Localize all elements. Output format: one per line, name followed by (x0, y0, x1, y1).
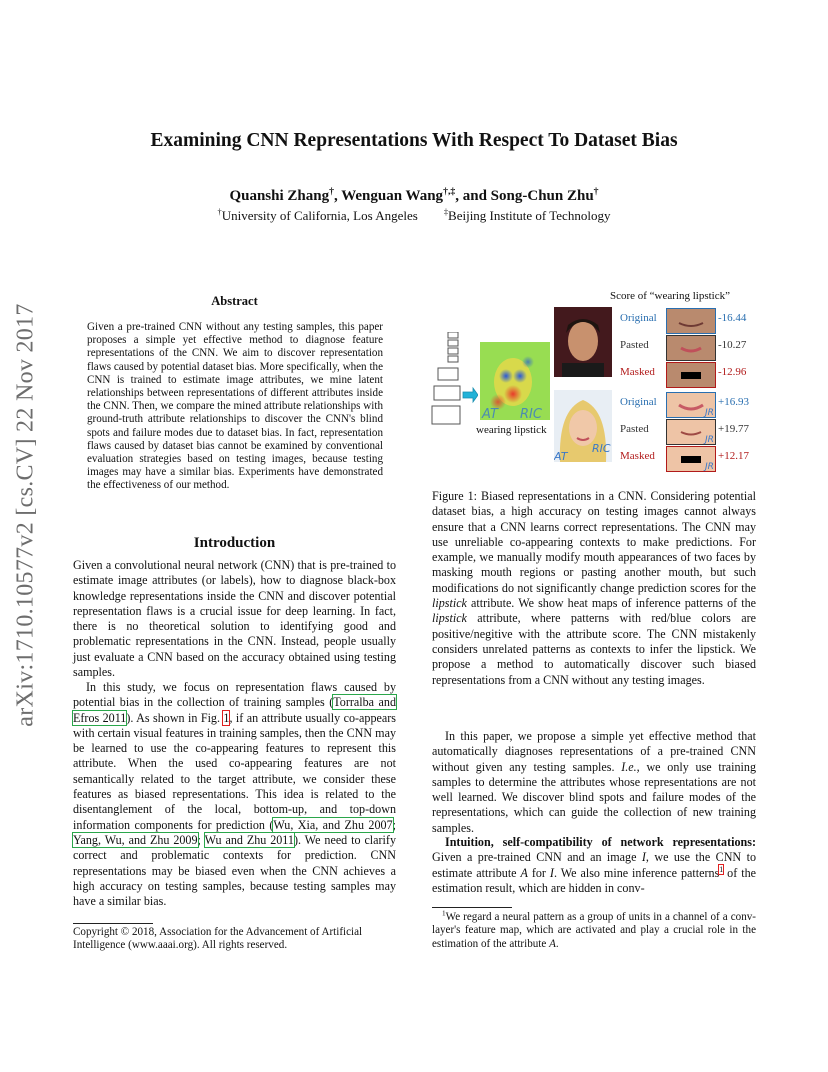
paragraph-text: ). We need to clarify correct and problematic contexts for prediction. CNN representations may be biased even when the CNN achieves a high accuracy on testing samples, because testing samples may have a similar bias. (73, 832, 396, 909)
row-label: Original (620, 396, 657, 408)
score-value: +19.77 (718, 423, 749, 435)
mouth-crop (666, 335, 716, 361)
svg-text:JR: JR (705, 462, 714, 472)
arxiv-stamp (8, 278, 44, 753)
footnote-mark: 1 (442, 909, 446, 918)
caption-emphasis: lipstick (432, 611, 467, 626)
svg-text:AT: AT (554, 450, 568, 462)
affiliation-mark: ‡ (443, 206, 449, 217)
copyright-notice: Copyright © 2018, Association for the Advancement of Artificial Intelligence (www.aaai.org). All rights reserved. (73, 926, 363, 952)
paragraph-text: Given a pre-trained CNN and an image (432, 850, 642, 865)
figure-1 (430, 290, 760, 470)
citation-link[interactable]: Wu, Xia, and Zhu 2007 (273, 817, 393, 832)
figure-ref-link[interactable]: 1 (223, 710, 230, 725)
author-name: , Wenguan Wang (333, 188, 444, 204)
abstract-heading: Abstract (211, 294, 258, 308)
paper-title: Examining CNN Representations With Respect To Dataset Bias (150, 130, 678, 151)
math-symbol: A (520, 865, 528, 880)
body-paragraph (432, 835, 756, 896)
paragraph-text: for (527, 865, 550, 880)
footnote-divider (432, 907, 512, 908)
row-label: Pasted (620, 423, 649, 435)
svg-text:RIC: RIC (592, 442, 611, 455)
paragraph-text: In this study, we focus on representation flaws caused by potential bias in the collection of training samples ( (73, 680, 396, 710)
mouth-crop (666, 392, 716, 418)
heatmap-image (480, 342, 550, 420)
svg-text:JR: JR (705, 435, 714, 445)
paragraph-text: . We also mine inference patterns (553, 865, 720, 880)
paragraph-text: we only use training samples to determine the attributes whose representations are not well learned. We discover blind spots and failure modes of the representations, which can guide the collection of new training samples. (432, 759, 757, 835)
score-value: -16.44 (718, 312, 747, 324)
paragraph-text: , we use the CNN to estimate attribute (432, 850, 756, 880)
paragraph-text: In this paper, we propose a simple yet effective method that automatically diagnoses representations of a pre-trained CNN without given any testing samples. (432, 729, 756, 774)
caption-text: attribute. We show heat maps of inference patterns of the (466, 596, 756, 611)
math-symbol: I (549, 865, 554, 880)
citation-link[interactable]: Wu and Zhu 2011 (204, 832, 294, 847)
score-value: -10.27 (718, 339, 747, 351)
svg-text:JR: JR (705, 408, 714, 418)
caption-emphasis: lipstick (432, 596, 467, 611)
figure-caption (432, 489, 756, 688)
affiliation: Beijing Institute of Technology (448, 208, 611, 223)
abstract-text: Given a pre-trained CNN without any testing samples, this paper proposes a simple yet effective method to diagnose feature representations of the CNN. We aim to discover representation flaws caused by potential dataset bias. More specifically, when the CNN is trained to estimate image attributes, we mine latent relationships between representations of different attributes inside the CNN. Then, we compare the mined attribute relationships with ground-truth attribute relationships to discover the CNN's blind spots and failure modes due to dataset bias. In fact, representation flaws caused by dataset bias cannot be examined by conventional evaluation strategies based on testing images, because testing images may have a similar bias. Experiments have demonstrated the effectiveness of our method. (87, 321, 383, 492)
score-value: +12.17 (718, 450, 749, 462)
math-symbol: I (641, 850, 646, 865)
row-label: Masked (620, 450, 655, 462)
math-symbol: A (549, 937, 556, 950)
author-mark: † (593, 186, 599, 197)
score-value: -12.96 (718, 366, 747, 378)
footnote-text: We regard a neural pattern as a group of units in a channel of a conv-layer's feature map, which are activated and play a crucial role in the estimation of the attribute (432, 911, 756, 950)
footnote-text: . (555, 937, 559, 950)
cnn-diagram (430, 332, 478, 432)
paragraph-text: ; (197, 832, 205, 847)
paragraph-emphasis: I.e., (621, 759, 640, 774)
mouth-crop (666, 362, 716, 388)
caption-text: Figure 1: Biased representations in a CNN. Considering potential dataset bias, a high accuracy on testing images cannot always ensure that a CNN learns correct representations. The CNN may use unreliable co-appearing contexts to make predictions. For example, we manually modify mouth appearances of two faces by masking mouth regions or pasting another mouth, but such modifications do not significantly change prediction scores for the (432, 489, 756, 595)
introduction-heading: Introduction (193, 535, 276, 551)
body-paragraph (432, 729, 756, 836)
affiliation-line (0, 208, 828, 224)
face-photo-male (554, 307, 612, 377)
intro-paragraph-2 (73, 680, 396, 909)
arxiv-id: arXiv:1710.10577v2 [cs.CV] 22 Nov 2017 (12, 303, 39, 727)
paragraph-text: ; (392, 817, 396, 832)
caption-text: attribute, where patterns with red/blue colors are positive/negitive with the attribute score. The CNN mistakenly considers unrelated patterns as contexts to infer the lipstick. We propose a method to automatically discover such biased representations from a CNN without any testing images. (432, 611, 756, 687)
paragraph-text: , if an attribute usually co-appears with certain visual features in training samples, then the CNN may be learned to use the co-appearing features to represent this attribute. When the used co-appearing features are not semantically related to the target attribute, we consider these features as biased representations. This idea is related to the disentanglement of the local, bottom-up, and top-down information components for prediction ( (73, 710, 396, 832)
author-mark: †,‡ (443, 186, 456, 197)
svg-text:RIC: RIC (520, 407, 542, 420)
footnote (432, 911, 756, 951)
figure-score-heading: Score of “wearing lipstick” (609, 290, 731, 302)
mouth-crop (666, 419, 716, 445)
face-photo-female (554, 390, 612, 462)
mouth-crop (666, 308, 716, 334)
svg-text:AT: AT (482, 407, 498, 420)
row-label: Pasted (620, 339, 649, 351)
author-name: Quanshi Zhang (229, 188, 330, 204)
author-name: , and Song-Chun Zhu (455, 188, 594, 204)
paragraph-text: ). As shown in Fig. (126, 710, 224, 725)
row-label: Original (620, 312, 657, 324)
paragraph-heading: Intuition, self-compatibility of network representations: (445, 835, 756, 849)
copyright-divider (73, 923, 153, 924)
affiliation-mark: † (217, 206, 222, 217)
author-mark: † (329, 186, 334, 197)
intro-paragraph-1: Given a convolutional neural network (CNN) that is pre-trained to estimate image attributes (or labels), how to diagnose black-box knowledge representations inside the CNN and discover potential representation flaws is a crucial issue for deep learning. In fact, there is no theoretical solution to identifying good and problematic representations in the CNN. Instead, people usually just evaluate a CNN based on the accuracy obtained using testing samples. (73, 558, 396, 680)
attribute-label: wearing lipstick (476, 424, 547, 436)
paragraph-text: of the estimation result, which are hidden in conv- (432, 865, 756, 895)
affiliation: University of California, Los Angeles (221, 208, 418, 223)
row-label: Masked (620, 366, 655, 378)
footnote-ref-link[interactable]: 1 (719, 864, 724, 874)
mouth-crop (666, 446, 716, 472)
author-line (0, 188, 828, 205)
score-value: +16.93 (718, 396, 749, 408)
citation-link[interactable]: Yang, Wu, and Zhu 2009 (73, 832, 198, 847)
citation-link[interactable]: Torralba and Efros 2011 (73, 695, 397, 725)
